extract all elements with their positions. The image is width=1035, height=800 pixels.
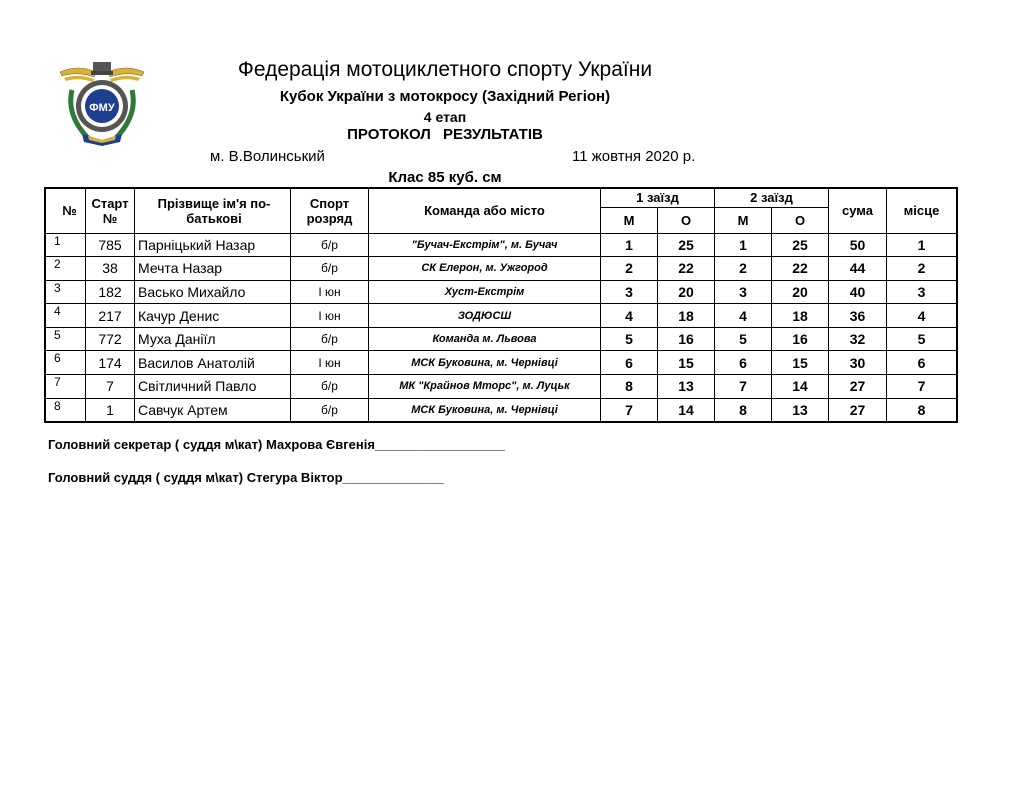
cell-o2: 20 — [772, 280, 829, 304]
cell-sum: 36 — [829, 304, 887, 328]
logo-text: ФМУ — [89, 102, 115, 114]
cell-no: 7 — [45, 375, 86, 399]
cell-m1: 7 — [601, 398, 658, 422]
cell-category: I юн — [291, 280, 369, 304]
cell-sum: 50 — [829, 233, 887, 257]
table-row — [45, 327, 957, 351]
cell-no: 1 — [45, 233, 86, 257]
table-row — [45, 233, 957, 257]
cell-o1: 18 — [658, 304, 715, 328]
table-row — [45, 351, 957, 375]
header-start: Старт № — [86, 188, 135, 233]
cell-o2: 18 — [772, 304, 829, 328]
cell-place: 1 — [887, 233, 958, 257]
event-city: м. В.Волинський — [210, 148, 325, 165]
cell-name: Васько Михайло — [135, 280, 291, 304]
cell-o2: 22 — [772, 257, 829, 281]
cell-o1: 15 — [658, 351, 715, 375]
stage-label: 4 етап — [423, 109, 467, 125]
cell-m2: 6 — [715, 351, 772, 375]
header-name: Прізвище ім'я по-батькові — [135, 188, 291, 233]
cell-m1: 6 — [601, 351, 658, 375]
cell-m2: 5 — [715, 327, 772, 351]
cell-category: б/р — [291, 257, 369, 281]
cell-category: I юн — [291, 304, 369, 328]
chief-secretary-signature-line: Головний секретар ( суддя м\кат) Махрова Євгенія__________________ — [48, 437, 506, 452]
cell-place: 2 — [887, 257, 958, 281]
cell-sum: 32 — [829, 327, 887, 351]
cell-o2: 13 — [772, 398, 829, 422]
cell-sum: 44 — [829, 257, 887, 281]
cell-category: б/р — [291, 233, 369, 257]
cell-m1: 5 — [601, 327, 658, 351]
cell-start: 772 — [86, 327, 135, 351]
cell-place: 4 — [887, 304, 958, 328]
cell-team: Хуст-Екстрім — [369, 280, 601, 304]
table-row — [45, 280, 957, 304]
cell-no: 3 — [45, 280, 86, 304]
header-race2: 2 заїзд — [715, 188, 829, 207]
cell-o2: 15 — [772, 351, 829, 375]
cell-team: Команда м. Львова — [369, 327, 601, 351]
header-m2: М — [715, 207, 772, 233]
cell-place: 8 — [887, 398, 958, 422]
cell-start: 217 — [86, 304, 135, 328]
chief-judge-signature-line: Головний суддя ( суддя м\кат) Стегура Віктор______________ — [48, 470, 444, 485]
cell-start: 7 — [86, 375, 135, 399]
cell-start: 785 — [86, 233, 135, 257]
cell-sum: 27 — [829, 398, 887, 422]
cell-place: 7 — [887, 375, 958, 399]
cell-m1: 2 — [601, 257, 658, 281]
cell-o2: 16 — [772, 327, 829, 351]
header-place: місце — [887, 188, 958, 233]
cell-category: I юн — [291, 351, 369, 375]
cell-name: Мечта Назар — [135, 257, 291, 281]
cell-o1: 16 — [658, 327, 715, 351]
cell-m1: 4 — [601, 304, 658, 328]
cell-m1: 3 — [601, 280, 658, 304]
protocol-heading: ПРОТОКОЛ РЕЗУЛЬТАТІВ — [347, 126, 543, 143]
cell-o1: 25 — [658, 233, 715, 257]
cell-team: ЗОДЮСШ — [369, 304, 601, 328]
cell-place: 6 — [887, 351, 958, 375]
cell-team: МК "Крайнов Мторс", м. Луцьк — [369, 375, 601, 399]
header-o2: О — [772, 207, 829, 233]
cell-m2: 2 — [715, 257, 772, 281]
cell-start: 1 — [86, 398, 135, 422]
cell-o1: 20 — [658, 280, 715, 304]
cell-o1: 13 — [658, 375, 715, 399]
cell-m2: 3 — [715, 280, 772, 304]
header-race1: 1 заїзд — [601, 188, 715, 207]
cell-no: 6 — [45, 351, 86, 375]
cell-start: 38 — [86, 257, 135, 281]
cell-team: МСК Буковина, м. Чернівці — [369, 351, 601, 375]
cell-m2: 8 — [715, 398, 772, 422]
cell-sum: 30 — [829, 351, 887, 375]
header-category: Спорт розряд — [291, 188, 369, 233]
cell-place: 3 — [887, 280, 958, 304]
header-o1: О — [658, 207, 715, 233]
cell-m2: 1 — [715, 233, 772, 257]
cell-m2: 7 — [715, 375, 772, 399]
table-row — [45, 398, 957, 422]
results-table — [44, 187, 958, 423]
cell-start: 182 — [86, 280, 135, 304]
cell-team: "Бучач-Екстрім", м. Бучач — [369, 233, 601, 257]
table-row — [45, 304, 957, 328]
cell-o2: 14 — [772, 375, 829, 399]
cell-name: Світличний Павло — [135, 375, 291, 399]
cell-m2: 4 — [715, 304, 772, 328]
cell-start: 174 — [86, 351, 135, 375]
header-no: № — [45, 188, 86, 233]
table-row — [45, 257, 957, 281]
cell-place: 5 — [887, 327, 958, 351]
cell-m1: 1 — [601, 233, 658, 257]
cell-name: Муха Даніїл — [135, 327, 291, 351]
cell-no: 2 — [45, 257, 86, 281]
cell-category: б/р — [291, 375, 369, 399]
cell-o1: 22 — [658, 257, 715, 281]
header-sum: сума — [829, 188, 887, 233]
cell-name: Савчук Артем — [135, 398, 291, 422]
header-m1: М — [601, 207, 658, 233]
federation-title: Федерація мотоциклетного спорту України — [237, 58, 653, 81]
cell-sum: 27 — [829, 375, 887, 399]
cell-name: Василов Анатолій — [135, 351, 291, 375]
cell-category: б/р — [291, 327, 369, 351]
cell-no: 4 — [45, 304, 86, 328]
cell-no: 5 — [45, 327, 86, 351]
cell-name: Качур Денис — [135, 304, 291, 328]
class-label: Клас 85 куб. см — [388, 169, 502, 186]
event-date: 11 жовтня 2020 р. — [572, 148, 696, 165]
header-team: Команда або місто — [369, 188, 601, 233]
fmu-logo-emblem — [58, 60, 146, 146]
cell-no: 8 — [45, 398, 86, 422]
cell-name: Парніцький Назар — [135, 233, 291, 257]
cell-o2: 25 — [772, 233, 829, 257]
cell-team: МСК Буковина, м. Чернівці — [369, 398, 601, 422]
cell-o1: 14 — [658, 398, 715, 422]
cell-team: СК Елерон, м. Ужгород — [369, 257, 601, 281]
cup-subtitle: Кубок України з мотокросу (Західний Регіон) — [279, 88, 611, 105]
cell-sum: 40 — [829, 280, 887, 304]
cell-category: б/р — [291, 398, 369, 422]
cell-m1: 8 — [601, 375, 658, 399]
table-row — [45, 375, 957, 399]
